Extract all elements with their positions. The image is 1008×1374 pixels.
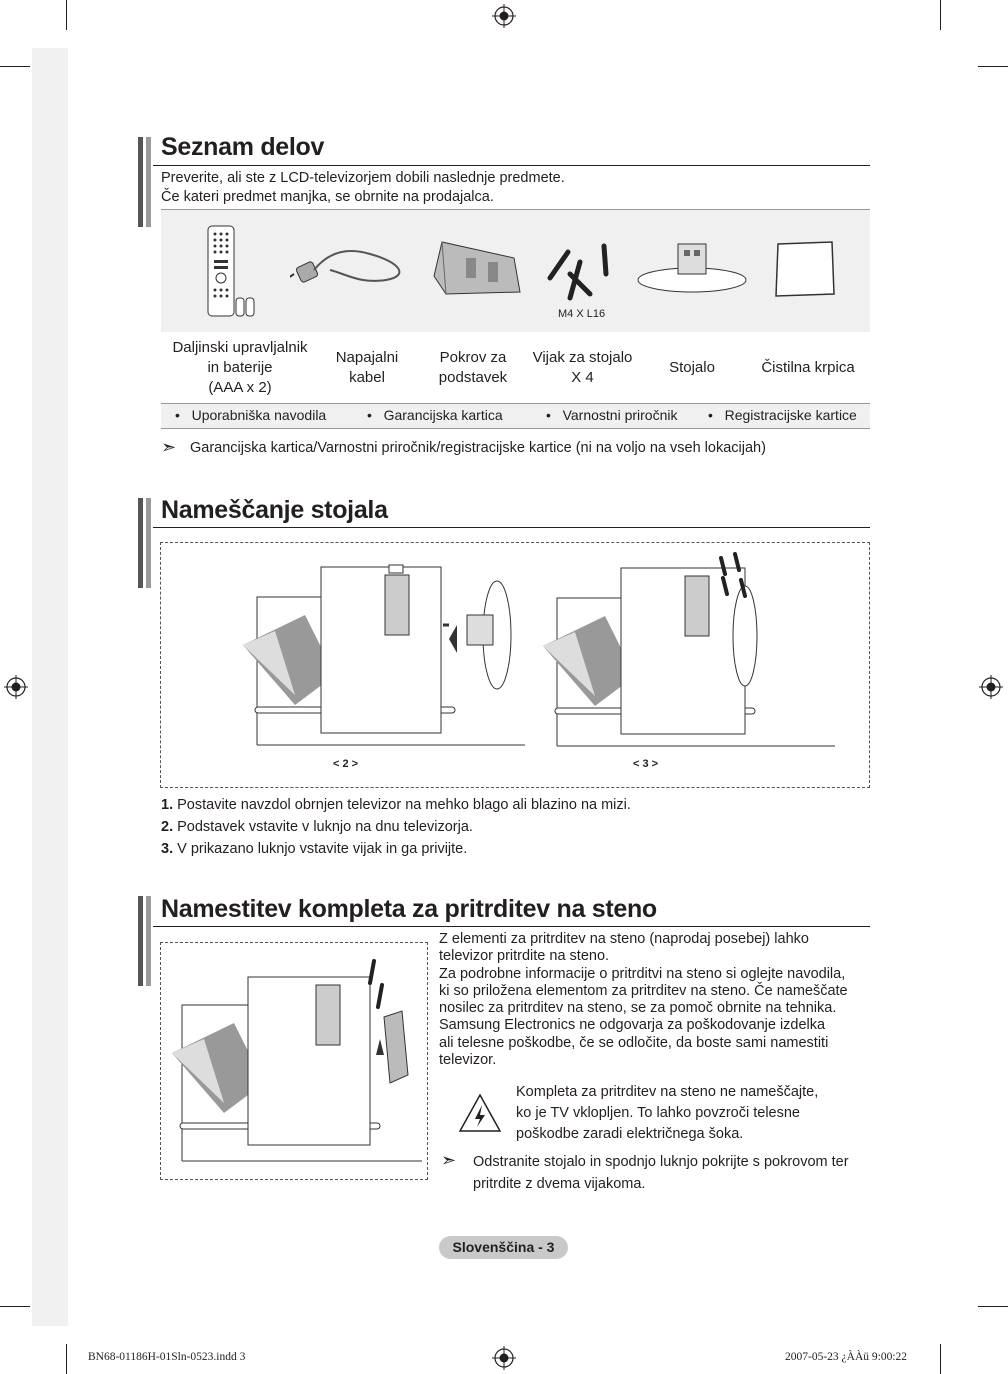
page-number-badge: Slovenščina - 3 bbox=[439, 1236, 568, 1259]
note-arrow-icon: ➣ bbox=[441, 1150, 457, 1170]
section-rule bbox=[153, 527, 870, 528]
stand-install-figure-2 bbox=[235, 555, 525, 755]
part-label-stand-cover: Pokrov za podstavek bbox=[438, 349, 508, 386]
section-bar bbox=[138, 137, 143, 227]
registration-mark-icon bbox=[979, 675, 1003, 699]
bullet-row bbox=[161, 403, 870, 429]
part-label-power-cord: Napajalni kabel bbox=[335, 349, 399, 386]
footer-timestamp: 2007-05-23 ¿ÀÀü 9:00:22 bbox=[785, 1351, 908, 1363]
section-title-parts: Seznam delov bbox=[161, 133, 325, 161]
page-side-strip bbox=[32, 48, 68, 1326]
crop-mark bbox=[0, 66, 30, 67]
part-label-remote: Daljinski upravljalnik in baterije (AAA x 2) bbox=[172, 339, 308, 396]
wall-warning-line: poškodbe zaradi električnega šoka. bbox=[516, 1126, 744, 1142]
wall-note-line: pritrdite z dvema vijakoma. bbox=[473, 1176, 646, 1192]
registration-mark-icon bbox=[492, 4, 516, 28]
crop-mark bbox=[940, 0, 941, 30]
part-label-screws: Vijak za stojalo X 4 bbox=[532, 349, 633, 386]
section-bar bbox=[138, 896, 143, 986]
wall-paragraph-line: ali telesne poškodbe, če se odločite, da boste sami namestiti bbox=[439, 1034, 829, 1051]
electric-warning-icon bbox=[458, 1093, 502, 1133]
crop-mark bbox=[0, 1306, 30, 1307]
crop-mark bbox=[66, 0, 67, 30]
wall-note-line: Odstranite stojalo in spodnjo luknjo pokrijte s pokrovom ter bbox=[473, 1154, 849, 1170]
section-bar bbox=[138, 498, 143, 588]
wall-paragraph-line: televizor. bbox=[439, 1052, 497, 1069]
wall-paragraph-line: Za podrobne informacije o pritrditvi na steno si oglejte navodila, bbox=[439, 965, 846, 982]
registration-mark-icon bbox=[492, 1346, 516, 1370]
bullet-item: • Uporabniška navodila bbox=[175, 407, 327, 423]
wall-paragraph-line: ki so priložena elementom za pritrditev na steno. Če nameščate bbox=[439, 982, 848, 999]
crop-mark bbox=[66, 1344, 67, 1374]
part-label-cloth: Čistilna krpica bbox=[761, 359, 855, 376]
wall-paragraph-line: Samsung Electronics ne odgovarja za poškodovanje izdelka bbox=[439, 1017, 826, 1034]
part-label-stand: Stojalo bbox=[669, 359, 715, 376]
section-rule bbox=[153, 926, 870, 927]
cleaning-cloth-icon bbox=[774, 240, 838, 300]
wall-note bbox=[473, 1151, 849, 1195]
power-cord-icon bbox=[290, 240, 414, 300]
wall-warning-line: Kompleta za pritrditev na steno ne nameščajte, bbox=[516, 1084, 819, 1100]
wall-mount-figure bbox=[170, 955, 422, 1167]
stand-steps bbox=[161, 794, 631, 860]
parts-intro-line: Preverite, ali ste z LCD-televizorjem dobili naslednje predmete. bbox=[161, 170, 565, 186]
section-title-wall-mount: Namestitev kompleta za pritrditev na steno bbox=[161, 895, 657, 923]
step-item: 3. V prikazano luknjo vstavite vijak in ga privijte. bbox=[161, 841, 468, 857]
screw-spec-label: M4 X L16 bbox=[558, 308, 606, 320]
bullet-item: • Garancijska kartica bbox=[367, 407, 503, 423]
wall-warning bbox=[516, 1082, 818, 1145]
parts-intro-line: Če kateri predmet manjka, se obrnite na prodajalca. bbox=[161, 189, 494, 205]
section-bar bbox=[146, 896, 151, 986]
stand-cover-icon bbox=[426, 236, 526, 302]
registration-mark-icon bbox=[4, 675, 28, 699]
wall-paragraph-line: Z elementi za pritrditev na steno (naprodaj posebej) lahko bbox=[439, 931, 809, 947]
wall-paragraph-line: nosilec za pritrditev na steno, se za pomoč obrnite na tehnika. bbox=[439, 1000, 837, 1017]
remote-control-icon bbox=[200, 224, 264, 320]
section-rule bbox=[153, 165, 870, 166]
section-bar bbox=[146, 137, 151, 227]
bullet-item: • Registracijske kartice bbox=[708, 407, 857, 423]
footer-file-name: BN68-01186H-01Sln-0523.indd 3 bbox=[88, 1351, 246, 1363]
wall-warning-line: ko je TV vklopljen. To lahko povzroči telesne bbox=[516, 1105, 800, 1121]
figure-label: < 2 > bbox=[333, 758, 359, 770]
crop-mark bbox=[978, 1306, 1008, 1307]
crop-mark bbox=[978, 66, 1008, 67]
figure-label: < 3 > bbox=[633, 758, 659, 770]
bullet-item: • Varnostni priročnik bbox=[546, 407, 678, 423]
step-item: 2. Podstavek vstavite v luknjo na dnu televizorja. bbox=[161, 819, 473, 835]
wall-paragraph bbox=[439, 931, 869, 1069]
parts-note: Garancijska kartica/Varnostni priročnik/registracijske kartice (ni na voljo na vseh lokacijah) bbox=[190, 440, 766, 456]
crop-mark bbox=[940, 1344, 941, 1374]
wall-paragraph-line: televizor pritrdite na steno. bbox=[439, 948, 610, 965]
stand-icon bbox=[636, 240, 748, 296]
note-arrow-icon: ➣ bbox=[161, 437, 177, 457]
screws-icon bbox=[540, 238, 616, 304]
section-title-stand: Nameščanje stojala bbox=[161, 496, 388, 524]
stand-install-figure-3 bbox=[535, 548, 835, 756]
section-bar bbox=[146, 498, 151, 588]
step-item: 1. Postavite navzdol obrnjen televizor na mehko blago ali blazino na mizi. bbox=[161, 797, 631, 813]
